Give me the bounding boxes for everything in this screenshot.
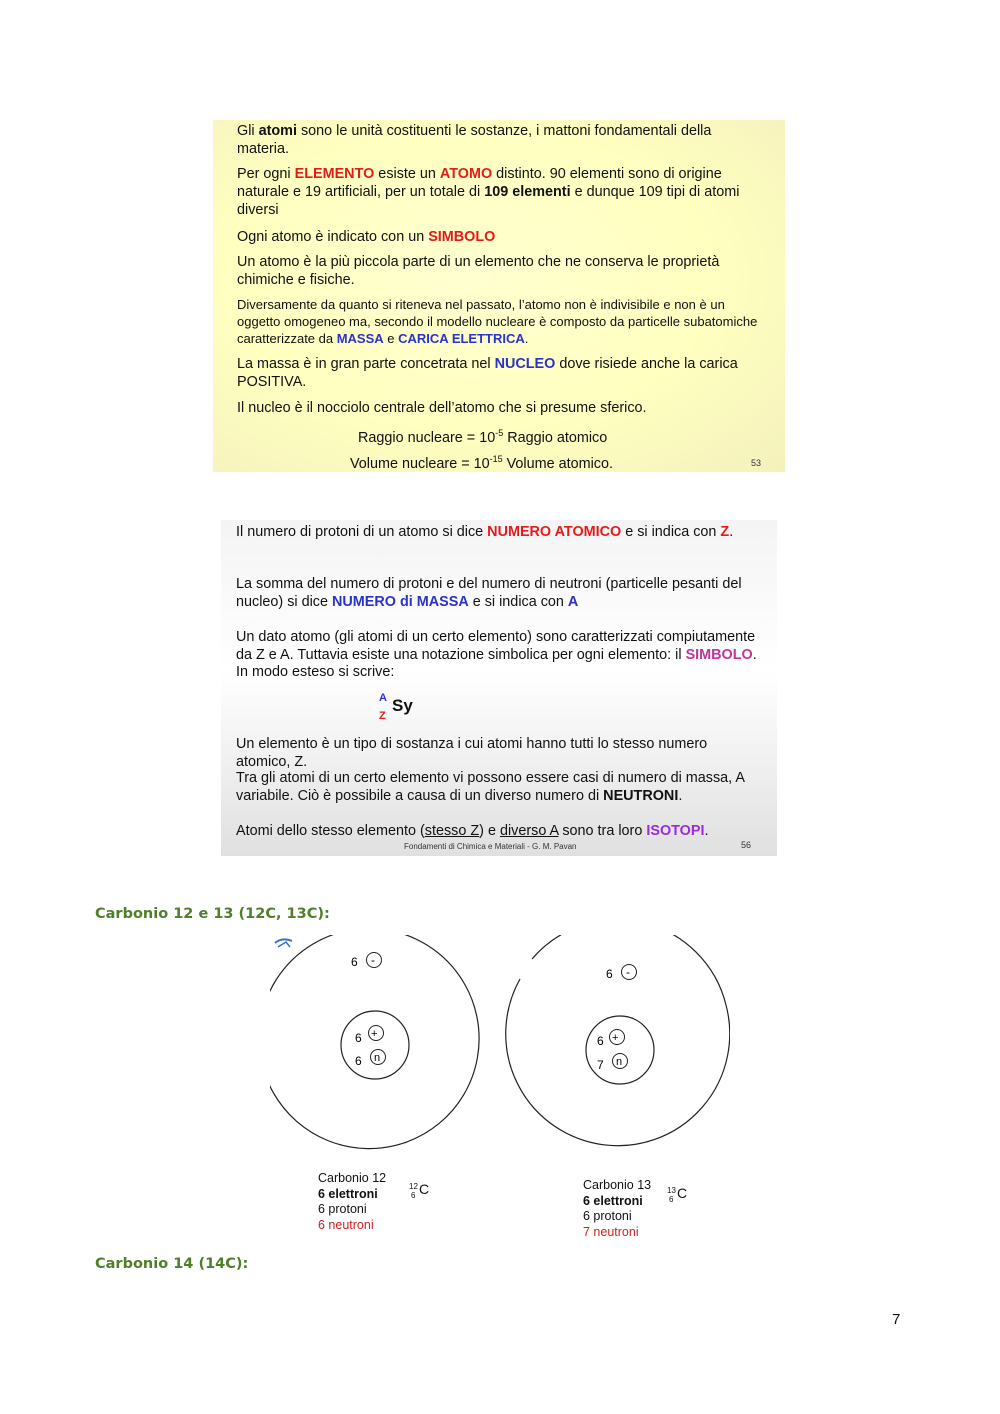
slide-atoms-intro	[213, 120, 785, 472]
paragraph: La somma del numero di protoni e del numero di neutroni (particelle pesanti del nucleo) si dice NUMERO di MASSA e si indica con A	[236, 576, 742, 610]
slide-footer: Fondamenti di Chimica e Materiali - G. M. Pavan	[404, 842, 577, 851]
electron-symbol: -	[626, 965, 630, 979]
neutron-count: 7	[597, 1058, 604, 1072]
carbon-isotopes-diagram: 6 - 6 + 6 n 6 - 6 + 7 n Carbonio 12 6 elettroni 6 protoni 6 neutroni 12 6 C Carbonio 13 6 elettroni 6 protoni 7 neutroni 13 6 C	[270, 935, 730, 1245]
paragraph: Atomi dello stesso elemento (stesso Z) e diverso A sono tra loro ISOTOPI.	[236, 823, 709, 839]
paragraph: Un dato atomo (gli atomi di un certo elemento) sono caratterizzati compiutamente da Z e A. Tuttavia esiste una notazione simbolica per ogni elemento: il SIMBOLO. In modo esteso si scrive:	[236, 629, 757, 680]
formula-radius: Raggio nucleare = $10^{-5}$ Raggio atomico	[358, 428, 608, 446]
proton-count: 6	[355, 1031, 362, 1045]
caption-carbon-13: Carbonio 13 6 elettroni 6 protoni 7 neutroni	[583, 1178, 652, 1239]
electron-symbol: -	[371, 953, 375, 967]
paragraph: Tra gli atomi di un certo elemento vi possono essere casi di numero di massa, A variabile. Ciò è possibile a causa di un diverso numero di NEUTRONI.	[236, 770, 745, 804]
proton-symbol: +	[371, 1028, 378, 1040]
atom-carbon-13	[506, 935, 730, 1146]
paragraph: Per ogni ELEMENTO esiste un ATOMO distinto. 90 elementi sono di origine naturale e 19 artificiali, per un totale di 109 elementi e dunque 109 tipi di atomi diversi	[237, 166, 740, 218]
neutron-symbol: n	[616, 1056, 623, 1068]
paragraph: Ogni atomo è indicato con un SIMBOLO	[237, 229, 496, 245]
atom-carbon-12	[270, 935, 479, 1149]
slide-atomic-number: Il numero di protoni di un atomo si dice NUMERO ATOMICO e si indica con Z. La somma del numero di protoni e del numero di neutroni (particelle pesanti del nucleo) si dice NUMERO di MASSA e si indica con A Un dato atomo (gli atomi di un certo elemento) sono caratterizzati compiutamente da Z e A. Tuttavia esiste una notazione simbolica per ogni elemento: il SIMBOLO. In modo esteso si scrive: A Z Sy Un elemento è un tipo di sostanza i cui atomi hanno tutti lo stesso numero atomico, Z. Tra gli atomi di un certo elemento vi possono essere casi di numero di massa, A variabile. Ciò è possibile a causa di un diverso numero di NEUTRONI. Atomi dello stesso elemento (stesso Z) e diverso A sono tra loro ISOTOPI. Fondamenti di Chimica e Materiali - G. M. Pavan 56	[221, 520, 777, 856]
electron-count: 6	[606, 967, 613, 981]
section-heading: Carbonio 12 e 13 (12C, 13C):	[95, 906, 330, 922]
paragraph: Diversamente da quanto si riteneva nel passato, l’atomo non è indivisibile e non è un oggetto omogeneo ma, secondo il modello nucleare è composto da particelle subatomiche caratterizzate da MASSA e CARICA ELETTRICA.	[237, 297, 758, 346]
decoration-mark	[275, 939, 292, 947]
paragraph: Il numero di protoni di un atomo si dice NUMERO ATOMICO e si indica con Z.	[236, 524, 734, 540]
section-heading: Carbonio 14 (14C):	[95, 1256, 249, 1272]
electron-count: 6	[351, 955, 358, 969]
paragraph: Un elemento è un tipo di sostanza i cui atomi hanno tutti lo stesso numero atomico, Z.	[236, 736, 708, 770]
neutron-count: 6	[355, 1054, 362, 1068]
formula-volume: Volume nucleare = $10^{-15}$ Volume atomico.	[350, 454, 614, 472]
page-number: 7	[892, 1311, 901, 1328]
proton-symbol: +	[612, 1032, 619, 1044]
neutron-symbol: n	[374, 1052, 381, 1064]
paragraph: Gli atomi sono le unità costituenti le sostanze, i mattoni fondamentali della materia.	[237, 123, 712, 157]
paragraph: Un atomo è la più piccola parte di un elemento che ne conserva le proprietà chimiche e fisiche.	[237, 254, 720, 288]
proton-count: 6	[597, 1034, 604, 1048]
caption-carbon-12: Carbonio 12 6 elettroni 6 protoni 6 neutroni	[318, 1171, 387, 1232]
paragraph: La massa è in gran parte concetrata nel NUCLEO dove risiede anche la carica POSITIVA.	[237, 356, 738, 390]
slide-number: 56	[741, 840, 752, 850]
slide-number: 53	[751, 458, 762, 468]
paragraph: Il nucleo è il nocciolo centrale dell’atomo che si presume sferico.	[237, 400, 647, 416]
